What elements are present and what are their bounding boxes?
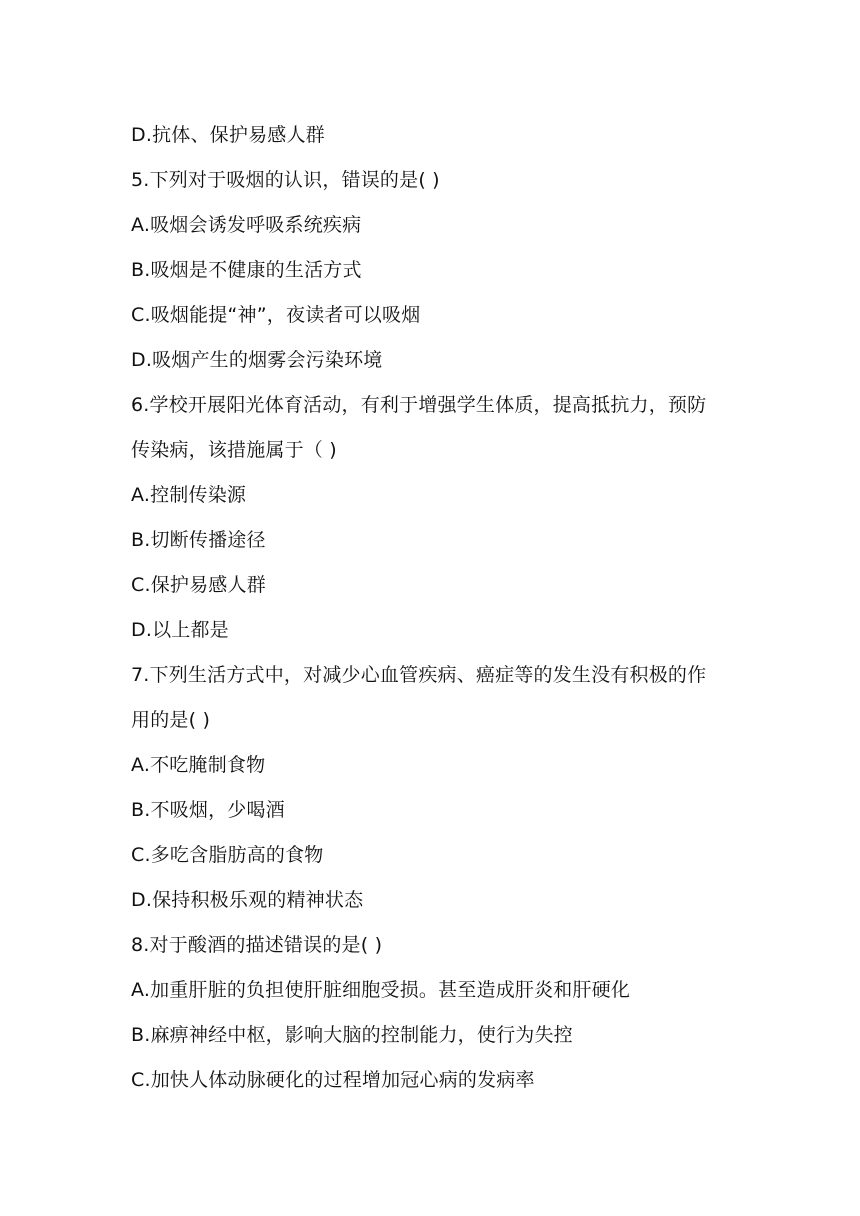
question-6-line-1: 6.学校开展阳光体育活动，有利于增强学生体质，提高抵抗力，预防	[131, 394, 707, 416]
option-a-q6: A.控制传染源	[131, 484, 247, 506]
option-d-q6: D.以上都是	[131, 619, 229, 641]
question-8: 8.对于酸酒的描述错误的是( )	[131, 934, 383, 956]
question-6-line-2: 传染病，该措施属于（ )	[131, 439, 337, 461]
option-a-q5: A.吸烟会诱发呼吸系统疾病	[131, 214, 362, 236]
question-5: 5.下列对于吸烟的认识，错误的是( )	[131, 169, 440, 191]
option-b-q8: B.麻痹神经中枢，影响大脑的控制能力，使行为失控	[131, 1024, 573, 1046]
question-7-line-2: 用的是( )	[131, 709, 211, 731]
option-b-q6: B.切断传播途径	[131, 529, 266, 551]
option-d-q5: D.吸烟产生的烟雾会污染环境	[131, 349, 383, 371]
option-d-q7: D.保持积极乐观的精神状态	[131, 889, 364, 911]
option-b-q5: B.吸烟是不健康的生活方式	[131, 259, 362, 281]
option-c-q6: C.保护易感人群	[131, 574, 266, 596]
option-c-q5: C.吸烟能提“神”，夜读者可以吸烟	[131, 304, 421, 326]
option-d-q4: D.抗体、保护易感人群	[131, 124, 325, 146]
option-b-q7: B.不吸烟，少喝酒	[131, 799, 285, 821]
document-body	[131, 113, 741, 1103]
option-c-q8: C.加快人体动脉硬化的过程增加冠心病的发病率	[131, 1069, 535, 1091]
option-a-q7: A.不吃腌制食物	[131, 754, 266, 776]
option-a-q8: A.加重肝脏的负担使肝脏细胞受损。甚至造成肝炎和肝硬化	[131, 979, 631, 1001]
option-c-q7: C.多吃含脂肪高的食物	[131, 844, 324, 866]
question-7-line-1: 7.下列生活方式中，对减少心血管疾病、癌症等的发生没有积极的作	[131, 664, 707, 686]
